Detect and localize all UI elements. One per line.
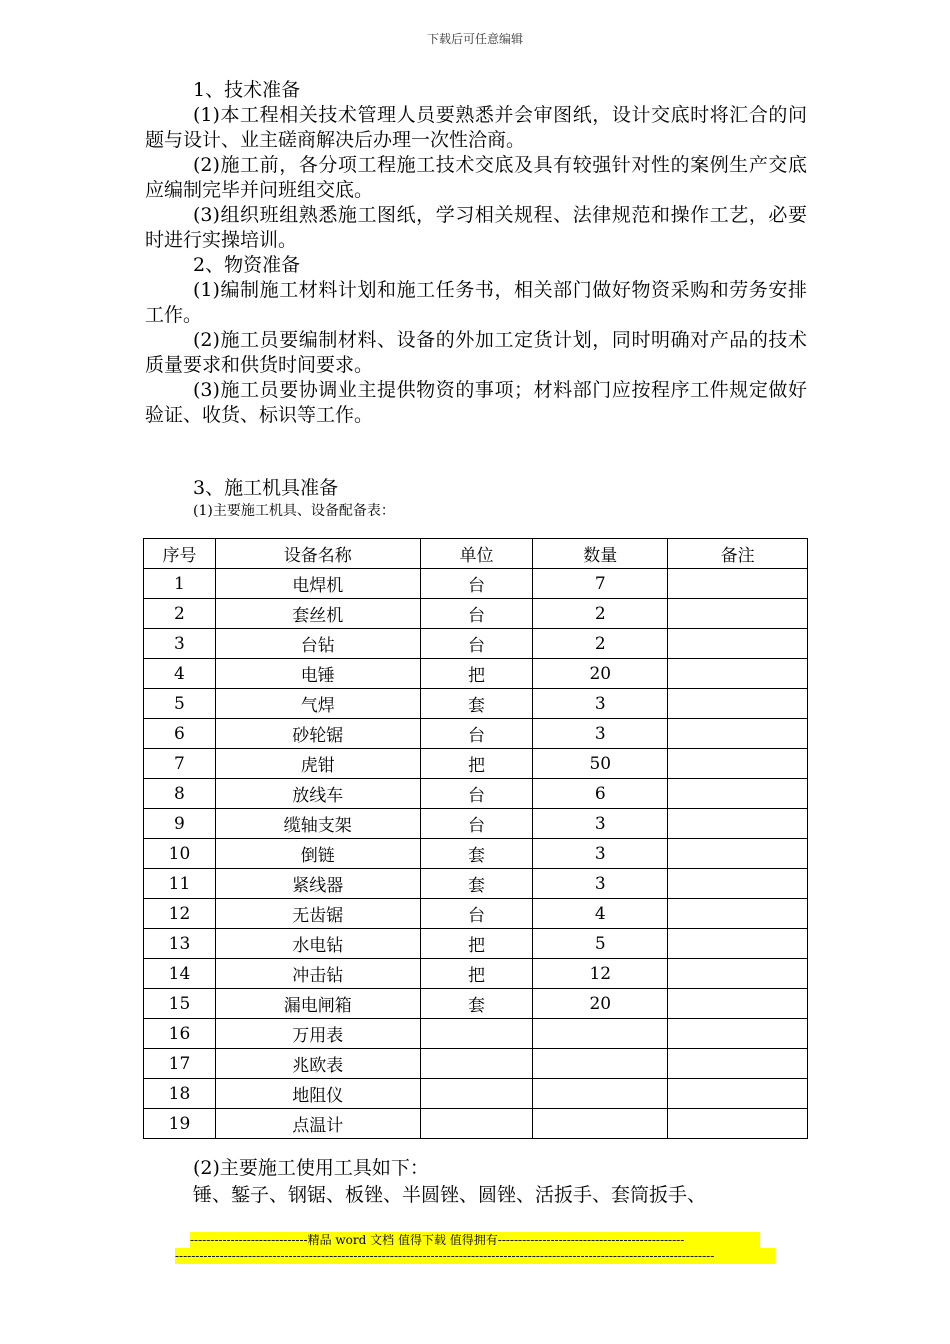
header-cell: 单位 [420, 539, 533, 569]
table-cell: 3 [533, 869, 668, 899]
paragraph: (3)施工员要协调业主提供物资的事项；材料部门应按程序工件规定做好验证、收货、标识等工作。 [145, 379, 807, 426]
table-cell: 套 [420, 689, 533, 719]
page-header: 下载后可任意编辑 [426, 32, 523, 46]
table-cell [668, 629, 808, 659]
table-cell: 9 [144, 809, 216, 839]
table-cell: 18 [144, 1079, 216, 1109]
table-cell: 套 [420, 989, 533, 1019]
table-cell: 台 [420, 809, 533, 839]
table-cell [420, 1019, 533, 1049]
footer-line: ------------------------------------------------------------------------------------------------------------------------------------- [175, 1248, 775, 1264]
table-cell: 缆轴支架 [215, 809, 420, 839]
table-cell: 套丝机 [215, 599, 420, 629]
table-row [144, 989, 808, 1019]
equipment-table [143, 538, 808, 1139]
paragraph: (1)本工程相关技术管理人员要熟悉并会审图纸，设计交底时将汇合的问题与设计、业主磋商解决后办理一次性洽商。 [145, 104, 807, 151]
table-cell: 3 [144, 629, 216, 659]
table-cell: 虎钳 [215, 749, 420, 779]
table-cell [668, 899, 808, 929]
header-cell: 设备名称 [215, 539, 420, 569]
table-cell [668, 839, 808, 869]
table-cell: 3 [533, 839, 668, 869]
table-cell: 2 [144, 599, 216, 629]
table-row [144, 839, 808, 869]
header-cell: 备注 [668, 539, 808, 569]
table-cell: 7 [533, 569, 668, 599]
table-cell: 4 [533, 899, 668, 929]
table-cell: 5 [533, 929, 668, 959]
table-row [144, 779, 808, 809]
header-cell: 序号 [144, 539, 216, 569]
table-cell: 台钻 [215, 629, 420, 659]
table-cell: 台 [420, 719, 533, 749]
table-cell: 套 [420, 869, 533, 899]
table-cell: 5 [144, 689, 216, 719]
table-cell: 气焊 [215, 689, 420, 719]
table-cell: 2 [533, 599, 668, 629]
table-cell [668, 1019, 808, 1049]
table-header-row [144, 539, 808, 569]
table-cell: 电锤 [215, 659, 420, 689]
table-cell: 漏电闸箱 [215, 989, 420, 1019]
table-cell [668, 689, 808, 719]
table-row [144, 1109, 808, 1139]
section-heading: 2、物资准备 [193, 254, 301, 276]
paragraph: (3)组织班组熟悉施工图纸，学习相关规程、法律规范和操作工艺，必要时进行实操培训。 [145, 204, 807, 251]
table-cell: 16 [144, 1019, 216, 1049]
table-cell: 把 [420, 929, 533, 959]
table-cell: 点温计 [215, 1109, 420, 1139]
table-cell: 11 [144, 869, 216, 899]
table-cell: 6 [533, 779, 668, 809]
table-cell: 把 [420, 749, 533, 779]
table-cell: 套 [420, 839, 533, 869]
table-row [144, 749, 808, 779]
table-cell: 3 [533, 689, 668, 719]
paragraph: (2)施工员要编制材料、设备的外加工定货计划，同时明确对产品的技术质量要求和供货时间要求。 [145, 329, 807, 376]
paragraph: (1)编制施工材料计划和施工任务书，相关部门做好物资采购和劳务安排工作。 [145, 279, 807, 326]
table-cell: 台 [420, 899, 533, 929]
table-cell: 紧线器 [215, 869, 420, 899]
table-row [144, 569, 808, 599]
table-cell: 8 [144, 779, 216, 809]
table-row [144, 629, 808, 659]
table-cell: 地阻仪 [215, 1079, 420, 1109]
footer-line: -----------------------------精品 word 文档 值得下载 值得拥有---------------------------------------------- [190, 1232, 760, 1248]
section-heading: 1、技术准备 [193, 79, 301, 101]
table-caption: (1)主要施工机具、设备配备表： [193, 503, 395, 519]
table-row [144, 1049, 808, 1079]
table-cell [668, 569, 808, 599]
tools-heading: (2)主要施工使用工具如下： [193, 1157, 429, 1179]
table-row [144, 599, 808, 629]
table-cell: 台 [420, 629, 533, 659]
header-cell: 数量 [533, 539, 668, 569]
table-row [144, 1079, 808, 1109]
table-cell [668, 929, 808, 959]
table-cell [668, 989, 808, 1019]
footer-banner [175, 1232, 775, 1264]
table-cell [668, 599, 808, 629]
table-row [144, 719, 808, 749]
table-cell: 电焊机 [215, 569, 420, 599]
table-cell: 14 [144, 959, 216, 989]
table-cell: 19 [144, 1109, 216, 1139]
section-heading: 3、施工机具准备 [193, 477, 339, 499]
table-cell [533, 1049, 668, 1079]
table-cell [668, 659, 808, 689]
table-cell [533, 1109, 668, 1139]
table-cell: 12 [144, 899, 216, 929]
table-cell [533, 1079, 668, 1109]
table-cell: 10 [144, 839, 216, 869]
table-cell: 放线车 [215, 779, 420, 809]
table-cell [668, 809, 808, 839]
tools-section [145, 1155, 807, 1209]
table-cell: 把 [420, 659, 533, 689]
table-cell: 17 [144, 1049, 216, 1079]
paragraph: (2)施工前，各分项工程施工技术交底及具有较强针对性的案例生产交底应编制完毕并问班组交底。 [145, 154, 807, 201]
table-cell [420, 1109, 533, 1139]
table-row [144, 689, 808, 719]
table-cell: 倒链 [215, 839, 420, 869]
table-cell: 4 [144, 659, 216, 689]
table-row [144, 1019, 808, 1049]
table-cell: 无齿锯 [215, 899, 420, 929]
table-cell [668, 749, 808, 779]
table-cell: 3 [533, 809, 668, 839]
table-cell [668, 719, 808, 749]
table-cell: 冲击钻 [215, 959, 420, 989]
table-cell: 1 [144, 569, 216, 599]
table-cell: 水电钻 [215, 929, 420, 959]
table-cell: 3 [533, 719, 668, 749]
table-cell [420, 1079, 533, 1109]
table-cell: 7 [144, 749, 216, 779]
table-row [144, 929, 808, 959]
table-cell: 把 [420, 959, 533, 989]
table-row [144, 959, 808, 989]
table-cell [668, 1079, 808, 1109]
table-row [144, 809, 808, 839]
table-row [144, 869, 808, 899]
document-body [145, 78, 807, 521]
table-body [144, 569, 808, 1139]
table-cell: 2 [533, 629, 668, 659]
table-cell: 台 [420, 569, 533, 599]
table-row [144, 659, 808, 689]
table-cell: 20 [533, 659, 668, 689]
table-cell: 台 [420, 599, 533, 629]
table-cell [668, 1049, 808, 1079]
table-cell: 12 [533, 959, 668, 989]
table-cell: 20 [533, 989, 668, 1019]
table-cell [668, 1109, 808, 1139]
table-cell: 万用表 [215, 1019, 420, 1049]
table-cell [533, 1019, 668, 1049]
table-cell: 兆欧表 [215, 1049, 420, 1079]
table-cell: 砂轮锯 [215, 719, 420, 749]
table-cell: 15 [144, 989, 216, 1019]
table-cell: 50 [533, 749, 668, 779]
table-cell: 台 [420, 779, 533, 809]
table-cell [668, 869, 808, 899]
table-cell: 13 [144, 929, 216, 959]
table-cell: 6 [144, 719, 216, 749]
table-row [144, 899, 808, 929]
table-cell [668, 959, 808, 989]
table-cell [668, 779, 808, 809]
tools-list: 锤、錾子、钢锯、板锉、半圆锉、圆锉、活扳手、套筒扳手、 [193, 1184, 707, 1206]
table-cell [420, 1049, 533, 1079]
